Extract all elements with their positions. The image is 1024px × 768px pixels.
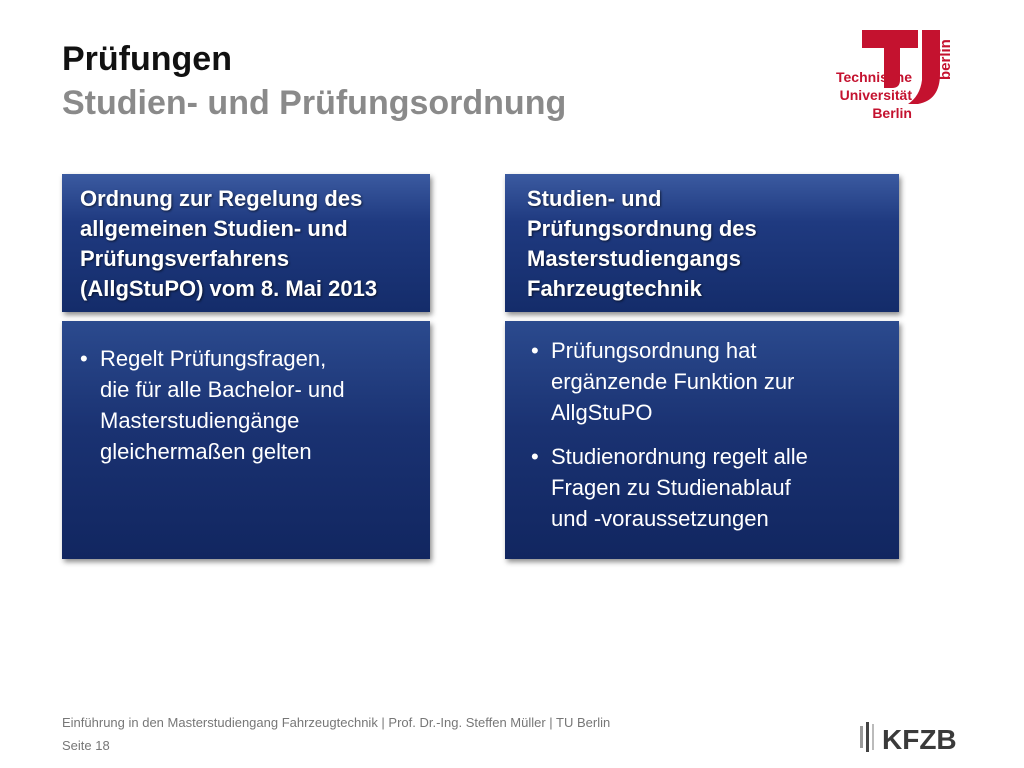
- bullet-item: [531, 335, 887, 428]
- footer-text: Einführung in den Masterstudiengang Fahrzeugtechnik | Prof. Dr.-Ing. Steffen Müller | TU Berlin: [62, 715, 611, 730]
- logo-side-text: berlin: [937, 39, 954, 80]
- bullet-line: Masterstudiengänge: [100, 408, 300, 433]
- bullet-line: und -voraussetzungen: [551, 506, 769, 531]
- bullet-item: [80, 343, 418, 467]
- bullet-item: [531, 441, 887, 534]
- logo-line: Technische: [836, 69, 912, 85]
- logo-line: Berlin: [872, 105, 912, 121]
- kfzb-wordmark: KFZB: [882, 724, 957, 755]
- left-heading-line: allgemeinen Studien- und: [80, 216, 348, 241]
- right-body-box: [505, 321, 899, 559]
- right-heading-line: Masterstudiengangs: [527, 246, 741, 271]
- bullet-line: Fragen zu Studienablauf: [551, 475, 791, 500]
- right-heading-line: Prüfungsordnung des: [527, 216, 757, 241]
- kfzb-logo-icon: [858, 718, 966, 756]
- bullet-line: ergänzende Funktion zur: [551, 369, 795, 394]
- page-title: Prüfungen: [62, 40, 232, 78]
- logo-line: Universität: [839, 87, 912, 103]
- left-heading-line: Ordnung zur Regelung des: [80, 186, 363, 211]
- right-bullet-list: [531, 335, 887, 534]
- page-number: Seite 18: [62, 738, 110, 753]
- bullet-line: • Studienordnung regelt alle: [551, 444, 808, 469]
- bullet-line: • Prüfungsordnung hat: [551, 338, 757, 363]
- page-subtitle: Studien- und Prüfungsordnung: [62, 84, 567, 122]
- bullet-line: die für alle Bachelor- und: [100, 377, 345, 402]
- left-body-box: [62, 321, 430, 559]
- left-heading-line: Prüfungsverfahrens: [80, 246, 290, 271]
- bullet-line: gleichermaßen gelten: [100, 439, 312, 464]
- left-heading-line: (AllgStuPO) vom 8. Mai 2013: [80, 276, 378, 301]
- left-heading-box: [62, 174, 430, 312]
- left-bullet-list: [80, 343, 418, 467]
- bullet-line: • Regelt Prüfungsfragen,: [100, 346, 327, 371]
- right-heading-box: [505, 174, 899, 312]
- right-heading-line: Fahrzeugtechnik: [527, 276, 702, 301]
- right-heading-line: Studien- und: [527, 186, 662, 211]
- bullet-line: AllgStuPO: [551, 400, 653, 425]
- logo-wordmark: [836, 68, 912, 122]
